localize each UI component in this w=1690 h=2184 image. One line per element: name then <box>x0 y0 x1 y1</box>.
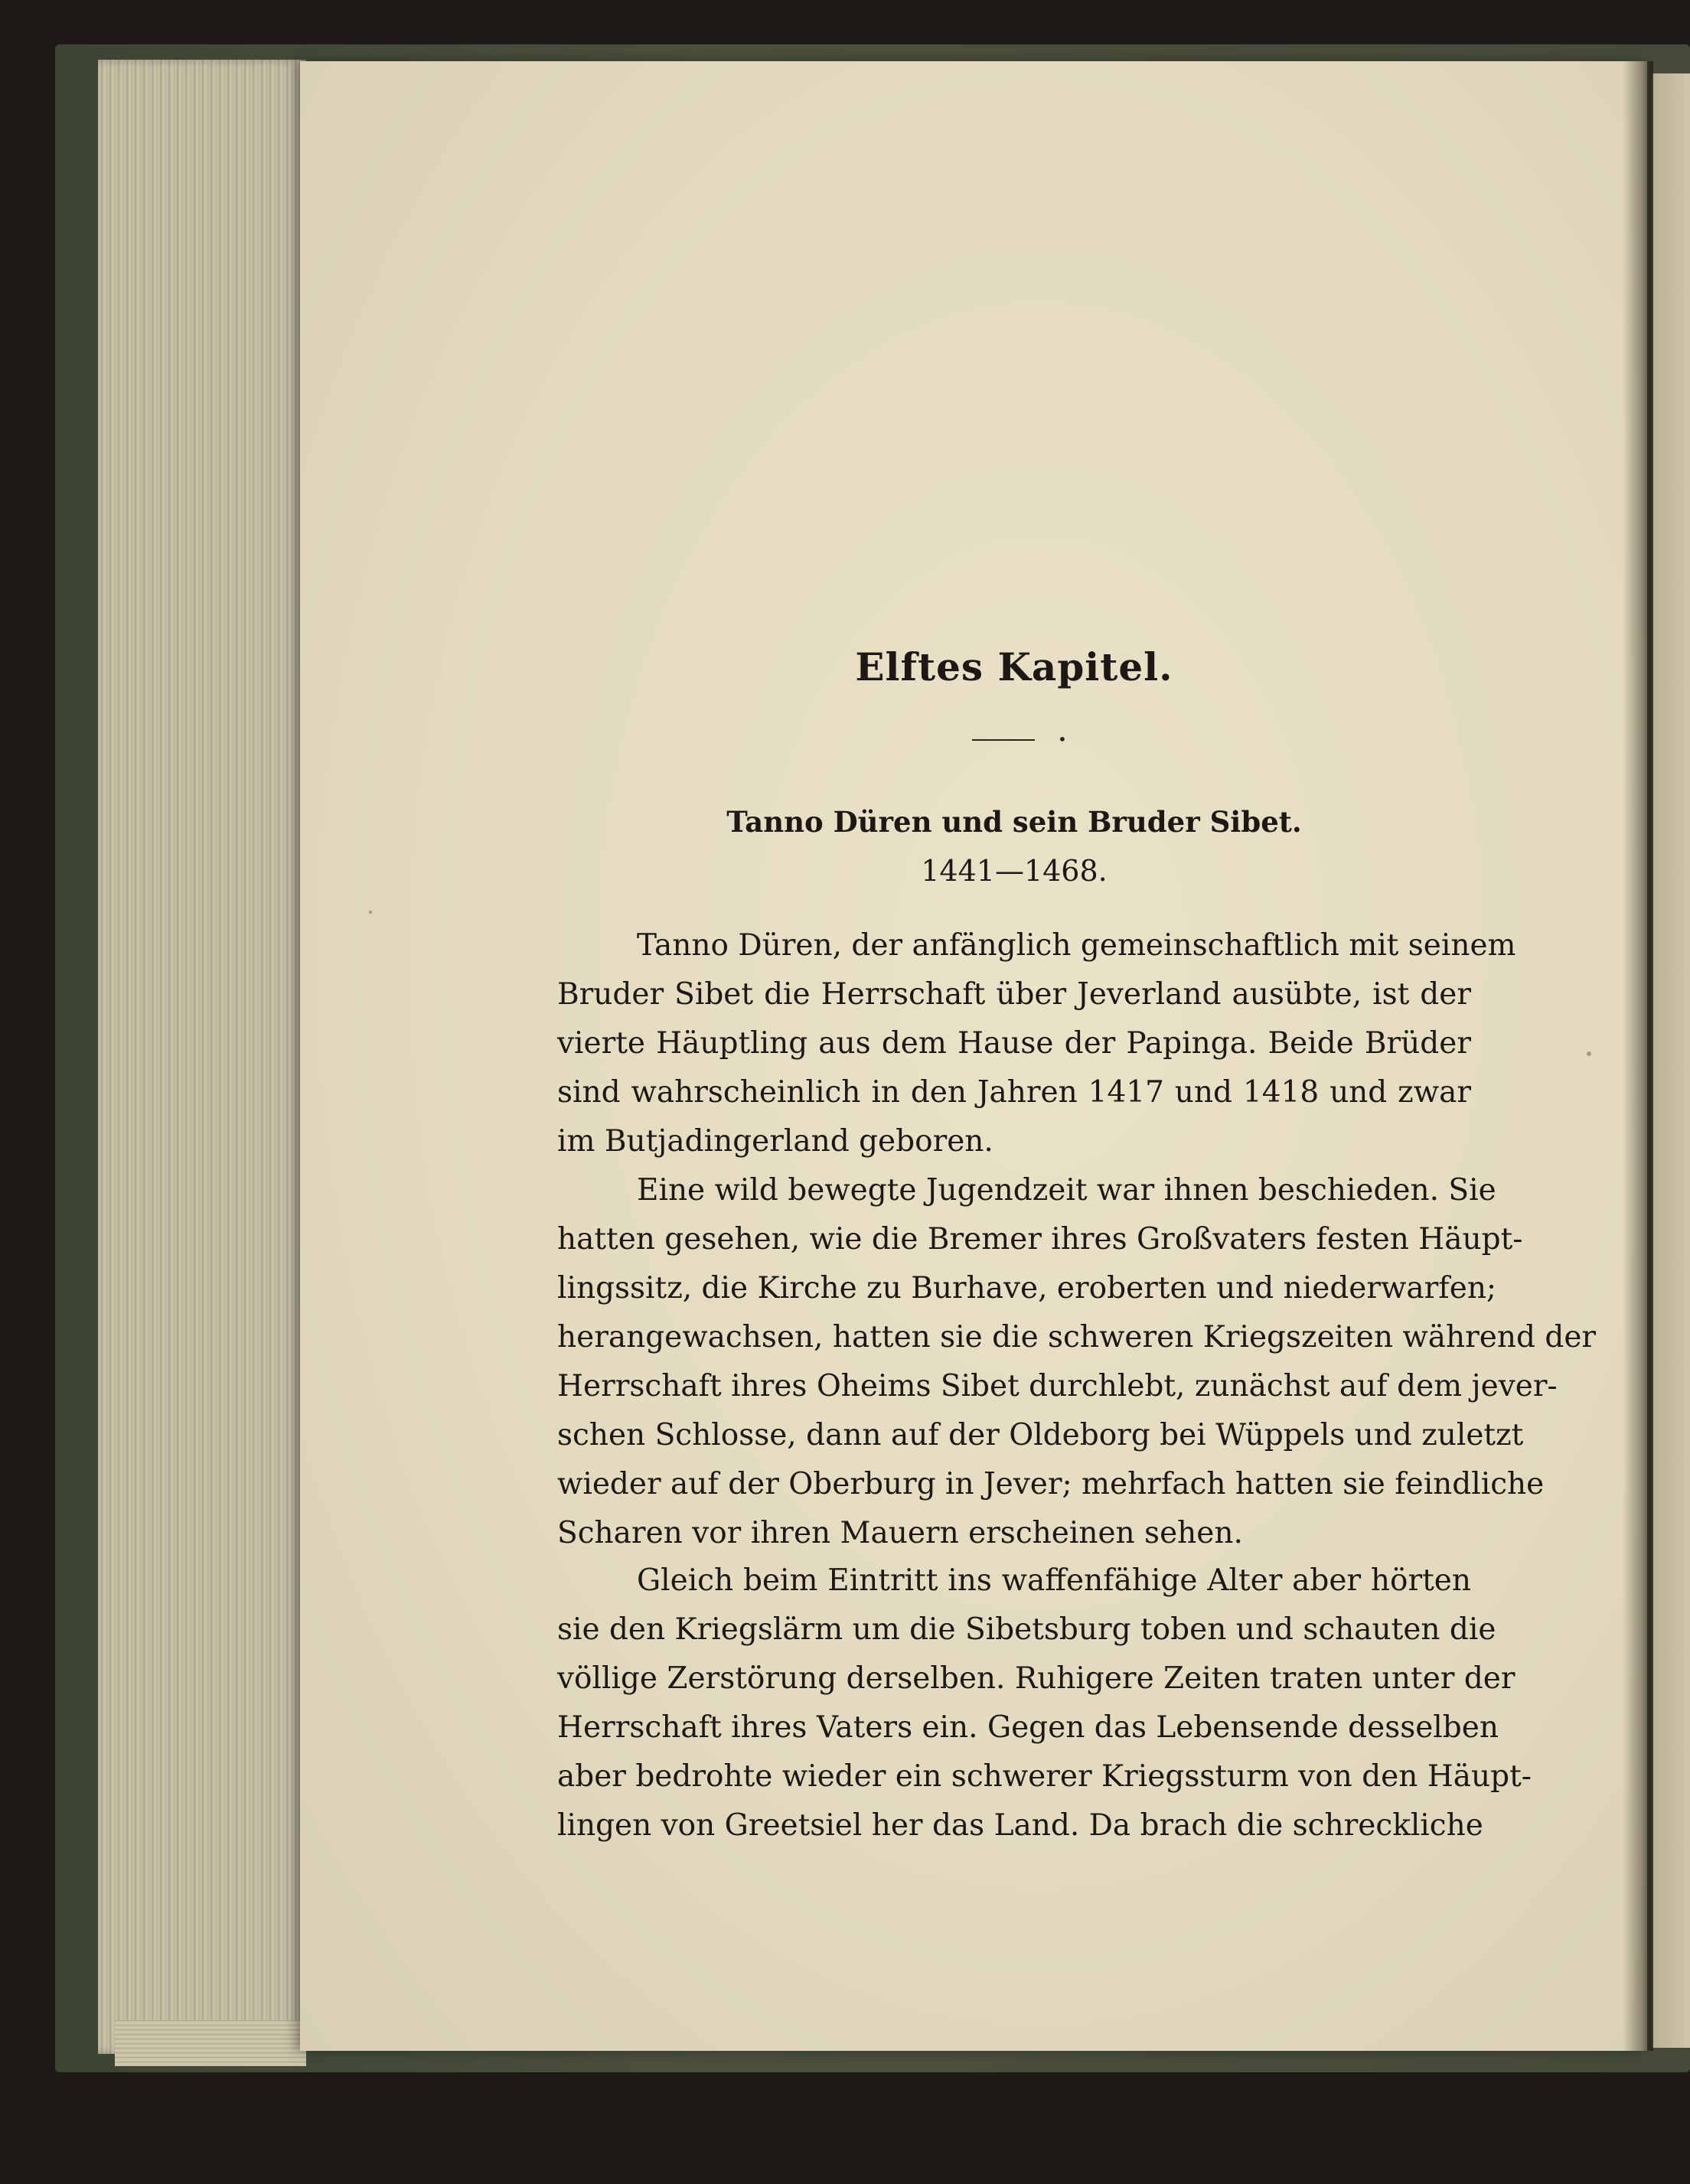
section-heading: Tanno Düren und sein Bruder Sibet. <box>726 805 1302 839</box>
text-line: völlige Zerstörung derselben. Ruhigere Zeiten traten unter der <box>557 1661 1515 1696</box>
text-line: Herrschaft ihres Oheims Sibet durchlebt, zunächst auf dem jever- <box>557 1369 1558 1403</box>
paragraph <box>557 1166 1597 1558</box>
ink-speck <box>1587 1051 1591 1056</box>
text-line: Eine wild bewegte Jugendzeit war ihnen beschieden. Sie <box>637 1173 1496 1208</box>
text-line: aber bedrohte wieder ein schwerer Kriegssturm von den Häupt- <box>557 1759 1532 1794</box>
text-line: lingssitz, die Kirche zu Burhave, eroberten und niederwarfen; <box>557 1271 1497 1306</box>
text-line: wieder auf der Oberburg in Jever; mehrfach hatten sie feindliche <box>557 1467 1545 1501</box>
text-line: hatten gesehen, wie die Bremer ihres Großvaters festen Häupt- <box>557 1222 1523 1257</box>
page-edges-bottom <box>115 2020 306 2066</box>
page-gutter-shadow <box>1623 61 1653 2051</box>
paragraph <box>557 921 1516 1166</box>
text-line: Gleich beim Eintritt ins waffenfähige Alter aber hörten <box>637 1563 1471 1598</box>
text-line: herangewachsen, hatten sie die schweren Kriegszeiten während der <box>557 1320 1597 1354</box>
ink-speck <box>369 911 372 914</box>
text-line: Tanno Düren, der anfänglich gemeinschaftlich mit seinem <box>637 928 1516 963</box>
title-rule <box>972 739 1035 741</box>
paragraph <box>557 1557 1532 1850</box>
text-line: Scharen vor ihren Mauern erscheinen sehen. <box>557 1516 1243 1550</box>
text-line: sind wahrscheinlich in den Jahren 1417 und 1418 und zwar <box>557 1075 1471 1110</box>
page-edges-stack <box>98 60 306 2054</box>
chapter-title: Elftes Kapitel. <box>855 644 1173 689</box>
section-years: 1441—1468. <box>921 854 1108 888</box>
text-line: Bruder Sibet die Herrschaft über Jeverland ausübte, ist der <box>557 977 1471 1012</box>
text-line: vierte Häuptling aus dem Hause der Papinga. Beide Brüder <box>557 1026 1471 1061</box>
text-line: lingen von Greetsiel her das Land. Da brach die schreckliche <box>557 1808 1483 1843</box>
title-rule-dot: • <box>1058 730 1067 748</box>
text-line: schen Schlosse, dann auf der Oldeborg bei Wüppels und zuletzt <box>557 1418 1524 1452</box>
facing-page-edge <box>1652 73 1690 2048</box>
text-line: Herrschaft ihres Vaters ein. Gegen das Lebensende desselben <box>557 1710 1499 1745</box>
text-line: im Butjadingerland geboren. <box>557 1124 993 1159</box>
text-line: sie den Kriegslärm um die Sibetsburg toben und schauten die <box>557 1612 1496 1647</box>
